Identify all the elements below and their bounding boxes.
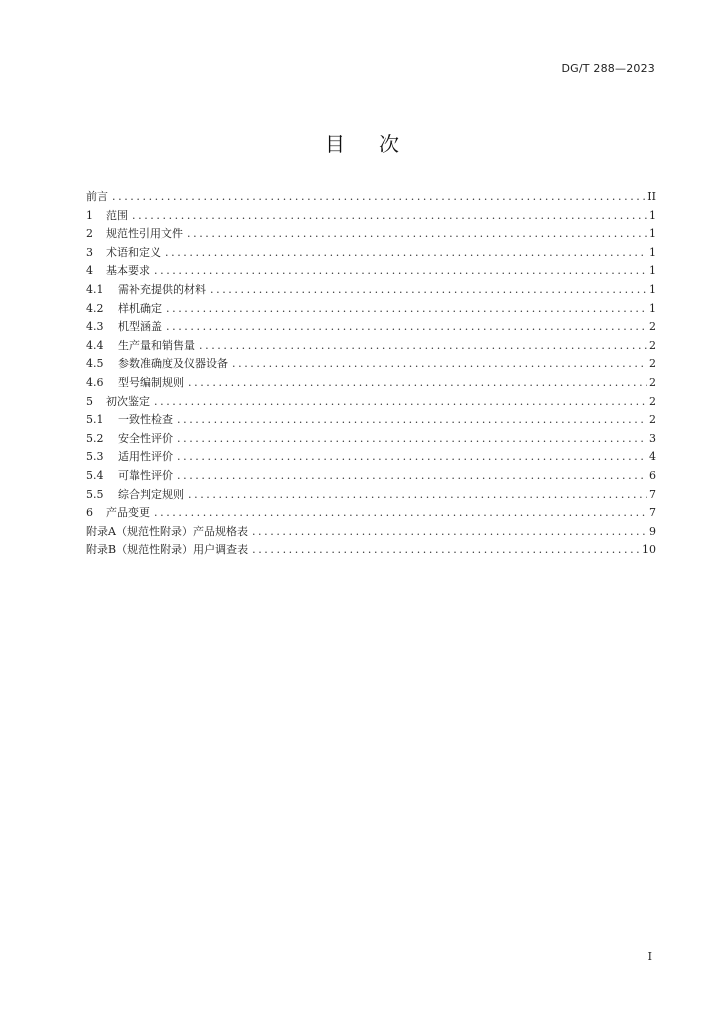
toc-entry[interactable] bbox=[86, 374, 656, 393]
page-number: I bbox=[647, 950, 652, 963]
toc-leader-dots bbox=[154, 393, 647, 412]
toc-entry-number: 5.2 bbox=[86, 431, 104, 445]
toc-entry[interactable] bbox=[86, 448, 656, 467]
toc-entry[interactable] bbox=[86, 262, 656, 281]
toc-entry[interactable] bbox=[86, 207, 656, 226]
toc-entry-number: 4.4 bbox=[86, 338, 104, 352]
toc-entry[interactable] bbox=[86, 523, 656, 542]
toc-entry[interactable] bbox=[86, 281, 656, 300]
toc-entry-number: 5.1 bbox=[86, 413, 104, 427]
document-id: DG/T 288—2023 bbox=[561, 62, 655, 75]
toc-leader-dots bbox=[232, 355, 647, 374]
toc-entry-number: 5.5 bbox=[86, 487, 104, 501]
toc-entry-page: 1 bbox=[649, 245, 656, 259]
toc-entry-page: 2 bbox=[649, 357, 656, 371]
toc-entry[interactable] bbox=[86, 393, 656, 412]
toc-entry-number: 4 bbox=[86, 264, 93, 278]
toc-entry[interactable] bbox=[86, 355, 656, 374]
toc-entry[interactable] bbox=[86, 300, 656, 319]
toc-entry-label: 机型涵盖 bbox=[118, 320, 162, 334]
toc-entry-page: 6 bbox=[649, 468, 656, 482]
toc-entry-label: 参数准确度及仪器设备 bbox=[118, 357, 228, 371]
toc-leader-dots bbox=[177, 430, 647, 449]
toc-entry-label: 安全性评价 bbox=[118, 431, 173, 445]
toc-entry-label: 需补充提供的材料 bbox=[118, 282, 206, 296]
toc-entry-page: 2 bbox=[649, 320, 656, 334]
toc-entry-page: 1 bbox=[649, 264, 656, 278]
toc-entry-label: 产品变更 bbox=[106, 506, 150, 520]
toc-entry[interactable] bbox=[86, 467, 656, 486]
toc-entry[interactable] bbox=[86, 541, 656, 560]
toc-entry-page: 7 bbox=[649, 487, 656, 501]
toc-entry-number: 5.3 bbox=[86, 450, 104, 464]
toc-entry[interactable] bbox=[86, 244, 656, 263]
toc-entry-label: 一致性检查 bbox=[118, 413, 173, 427]
table-of-contents bbox=[86, 188, 656, 560]
toc-entry[interactable] bbox=[86, 430, 656, 449]
toc-leader-dots bbox=[166, 300, 647, 319]
toc-leader-dots bbox=[188, 486, 647, 505]
toc-leader-dots bbox=[252, 541, 640, 560]
toc-entry-page: 2 bbox=[649, 375, 656, 389]
toc-entry-page: 4 bbox=[649, 450, 656, 464]
toc-entry-page: 2 bbox=[649, 394, 656, 408]
toc-leader-dots bbox=[187, 225, 647, 244]
toc-entry-page: 3 bbox=[649, 431, 656, 445]
toc-leader-dots bbox=[154, 504, 647, 523]
toc-leader-dots bbox=[154, 262, 647, 281]
toc-leader-dots bbox=[166, 318, 647, 337]
toc-entry-label: 基本要求 bbox=[106, 264, 150, 278]
toc-entry-page: 1 bbox=[649, 301, 656, 315]
toc-entry-label: 型号编制规则 bbox=[118, 375, 184, 389]
toc-entry-label: 附录B（规范性附录）用户调查表 bbox=[86, 543, 249, 557]
toc-leader-dots bbox=[165, 244, 647, 263]
toc-entry-number: 4.5 bbox=[86, 357, 104, 371]
toc-entry-number: 5 bbox=[86, 394, 93, 408]
toc-entry-label: 范围 bbox=[106, 208, 128, 222]
toc-entry[interactable] bbox=[86, 318, 656, 337]
toc-leader-dots bbox=[177, 411, 647, 430]
toc-leader-dots bbox=[210, 281, 647, 300]
toc-entry-number: 4.2 bbox=[86, 301, 104, 315]
toc-leader-dots bbox=[132, 207, 647, 226]
toc-entry-page: II bbox=[647, 190, 656, 203]
toc-entry[interactable] bbox=[86, 486, 656, 505]
toc-entry-label: 生产量和销售量 bbox=[118, 338, 195, 352]
toc-entry-number: 2 bbox=[86, 227, 93, 241]
toc-entry-number: 4.6 bbox=[86, 375, 104, 389]
toc-leader-dots bbox=[177, 467, 647, 486]
toc-entry-page: 1 bbox=[649, 227, 656, 241]
toc-entry-label: 术语和定义 bbox=[106, 245, 161, 259]
toc-entry-page: 9 bbox=[649, 524, 656, 538]
toc-entry-number: 1 bbox=[86, 208, 93, 222]
toc-entry-number: 6 bbox=[86, 506, 93, 520]
toc-entry-page: 7 bbox=[649, 506, 656, 520]
page-title: 目次 bbox=[325, 132, 433, 156]
toc-entry-label: 综合判定规则 bbox=[118, 487, 184, 501]
toc-entry-number: 4.1 bbox=[86, 282, 104, 296]
toc-leader-dots bbox=[177, 448, 647, 467]
toc-leader-dots bbox=[199, 337, 647, 356]
toc-entry-label: 可靠性评价 bbox=[118, 468, 173, 482]
toc-leader-dots bbox=[112, 188, 645, 207]
toc-entry-label: 初次鉴定 bbox=[106, 394, 150, 408]
toc-entry-page: 2 bbox=[649, 338, 656, 352]
toc-leader-dots bbox=[188, 374, 647, 393]
toc-entry-page: 1 bbox=[649, 282, 656, 296]
toc-entry-page: 2 bbox=[649, 413, 656, 427]
toc-entry[interactable] bbox=[86, 337, 656, 356]
toc-entry-label: 附录A（规范性附录）产品规格表 bbox=[86, 524, 248, 538]
toc-entry-label: 适用性评价 bbox=[118, 450, 173, 464]
toc-entry-label: 样机确定 bbox=[118, 301, 162, 315]
toc-entry-number: 4.3 bbox=[86, 320, 104, 334]
toc-entry-number: 5.4 bbox=[86, 468, 104, 482]
toc-entry[interactable] bbox=[86, 225, 656, 244]
toc-entry-page: 10 bbox=[642, 543, 656, 557]
toc-entry-number: 3 bbox=[86, 245, 93, 259]
toc-leader-dots bbox=[252, 523, 647, 542]
toc-entry-label: 前言 bbox=[86, 190, 108, 203]
toc-entry[interactable] bbox=[86, 188, 656, 207]
toc-entry[interactable] bbox=[86, 504, 656, 523]
toc-entry-label: 规范性引用文件 bbox=[106, 227, 183, 241]
toc-entry-page: 1 bbox=[649, 208, 656, 222]
toc-entry[interactable] bbox=[86, 411, 656, 430]
